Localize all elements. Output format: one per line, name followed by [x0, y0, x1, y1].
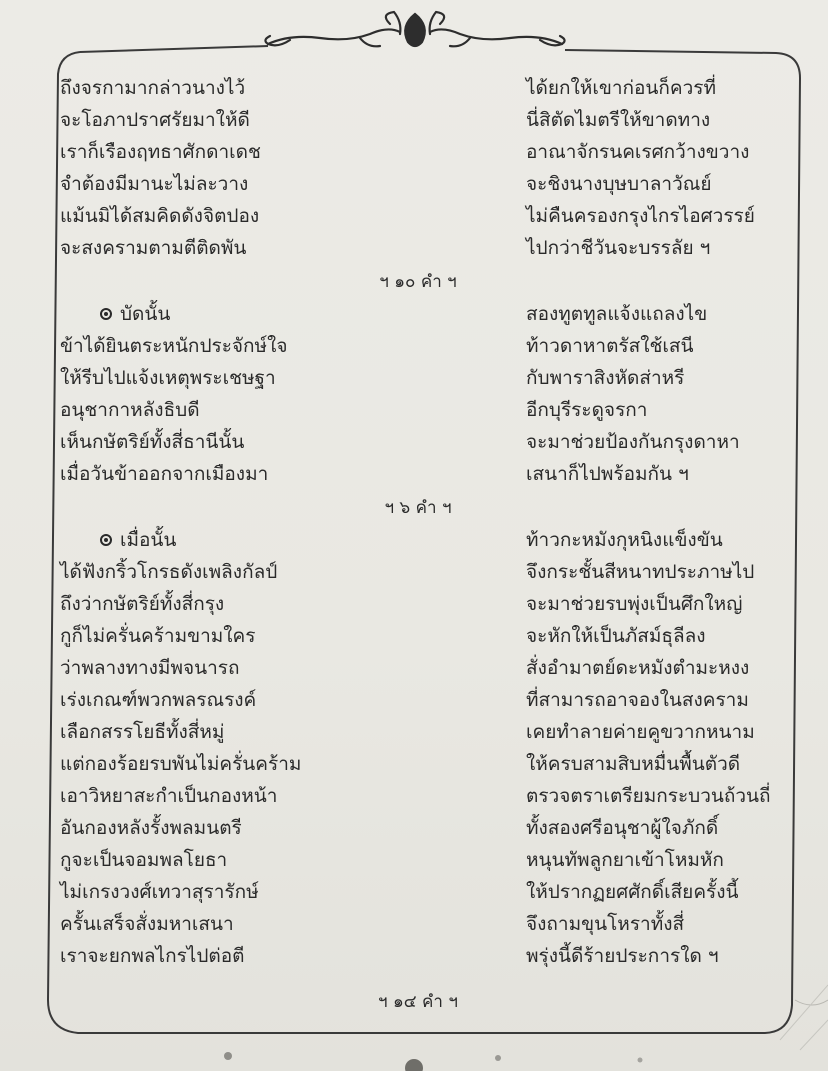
verse-line: [60, 684, 776, 716]
verse-left: ได้ฟังกริ้วโกรธดังเพลิงกัลป์: [60, 561, 278, 583]
verse-heading-line: [60, 524, 776, 556]
verse-left: จำต้องมีมานะไม่ละวาง: [60, 173, 249, 195]
stanza-count: ฯ ๑๐ คำ ฯ: [379, 272, 457, 292]
heading-text: เมื่อนั้น: [120, 529, 177, 551]
verse-right: จะหักให้เป็นภัสม์ธุลีลง: [526, 625, 706, 647]
verse-line: [60, 812, 776, 844]
verse-line: [60, 620, 776, 652]
bullet-icon: [100, 534, 112, 546]
verse-right: เคยทำลายค่ายคูขวากหนาม: [526, 721, 755, 743]
verse-line: [60, 940, 776, 972]
verse-left: เราจะยกพลไกรไปต่อตี: [60, 945, 245, 967]
verse-line: [60, 588, 776, 620]
verse-line: [60, 716, 776, 748]
stanza-count: ฯ ๑๔ คำ ฯ: [378, 992, 458, 1012]
verse-left: ข้าได้ยินตระหนักประจักษ์ใจ: [60, 335, 288, 357]
verse-right: ให้ปรากฏยศศักดิ์เสียครั้งนี้: [526, 881, 739, 903]
verse-line: [60, 748, 776, 780]
verse-left: เห็นกษัตริย์ทั้งสี่ธานีนั้น: [60, 431, 245, 453]
stanza-count: ฯ ๖ คำ ฯ: [384, 498, 452, 518]
bullet-icon: [100, 308, 112, 320]
verse-right: จึงกระชั้นสีหนาทประภาษไป: [526, 561, 755, 583]
verse-line: [60, 232, 776, 264]
verse-right: ทั้งสองศรีอนุชาผู้ใจภักดิ์: [526, 817, 719, 839]
verse-line: [60, 362, 776, 394]
verse-right: จะชิงนางบุษบาลาวัณย์: [526, 173, 712, 195]
verse-heading-line: [60, 298, 776, 330]
verse-line: [60, 394, 776, 426]
verse-left: กูจะเป็นจอมพลโยธา: [60, 849, 228, 871]
verse-left: แม้นมิได้สมคิดดังจิตปอง: [60, 205, 260, 227]
page-bottom-dots: [0, 1040, 828, 1071]
verse-right: จะมาช่วยป้องกันกรุงดาหา: [526, 431, 740, 453]
verse-left: แต่กองร้อยรบพันไม่ครั่นคร้าม: [60, 753, 302, 775]
verse-left: เลือกสรรโยธีทั้งสี่หมู่: [60, 721, 225, 743]
verse-line: [60, 652, 776, 684]
verse-right: เสนาก็ไปพร้อมกัน ฯ: [526, 463, 689, 485]
verse-line: [60, 780, 776, 812]
verse-heading: [100, 298, 170, 330]
ornament-flourish-icon: [250, 4, 580, 56]
verse-line: [60, 426, 776, 458]
verse-left: ครั้นเสร็จสั่งมหาเสนา: [60, 913, 234, 935]
verse-left: ถึงว่ากษัตริย์ทั้งสี่กรุง: [60, 593, 225, 615]
verse-left: ไม่เกรงวงศ์เทวาสุรารักษ์: [60, 881, 259, 903]
verse-right: จึงถามขุนโหราทั้งสี่: [526, 913, 685, 935]
verse-line: [60, 908, 776, 940]
verse-line: [60, 200, 776, 232]
verse-right: ไปกว่าชีวันจะบรรลัย ฯ: [526, 237, 711, 259]
verse-left: เมื่อวันข้าออกจากเมืองมา: [60, 463, 269, 485]
verse-line: [60, 330, 776, 362]
verse-line: [60, 556, 776, 588]
verse-right: ตรวจตราเตรียมกระบวนถ้วนถี่: [526, 785, 771, 807]
verse-line: [60, 104, 776, 136]
verse-left: จะสงครามตามตีติดพัน: [60, 237, 247, 259]
verse-right: สองทูตทูลแจ้งแถลงไข: [526, 303, 708, 325]
verse-right: สั่งอำมาตย์ดะหมังตำมะหงง: [526, 657, 750, 679]
verse-right: กับพาราสิงหัดส่าหรี: [526, 367, 685, 389]
verse-left: จะโอภาปราศรัยมาให้ดี: [60, 109, 250, 131]
verse-line: [60, 136, 776, 168]
verse-left: ถึงจรกามากล่าวนางไว้: [60, 77, 246, 99]
verse-right: ท้าวดาหาตรัสใช้เสนี: [526, 335, 694, 357]
verse-right: ที่สามารถอาจองในสงคราม: [526, 689, 749, 711]
verse-right: จะมาช่วยรบพุ่งเป็นศึกใหญ่: [526, 593, 743, 615]
verse-line: [60, 844, 776, 876]
verse-left: เราก็เรืองฤทธาศักดาเดช: [60, 141, 261, 163]
verse-right: อาณาจักรนคเรศกว้างขวาง: [526, 141, 750, 163]
verse-right: ได้ยกให้เขาก่อนก็ควรที่: [526, 77, 716, 99]
verse-line: [60, 458, 776, 490]
verse-right: หนุนทัพลูกยาเข้าโหมหัก: [526, 849, 724, 871]
verse-left: กูก็ไม่ครั่นคร้ามขามใคร: [60, 625, 256, 647]
verse-left: ว่าพลางทางมีพจนารถ: [60, 657, 240, 679]
verse-left: เอาวิหยาสะกำเป็นกองหน้า: [60, 785, 278, 807]
verse-left: ให้รีบไปแจ้งเหตุพระเชษฐา: [60, 367, 276, 389]
verse-heading: [100, 524, 176, 556]
verse-line: [60, 72, 776, 104]
verse-right: อีกบุรีระดูจรกา: [526, 399, 648, 421]
verse-right: ไม่คืนครองกรุงไกรไอศวรรย์: [526, 205, 755, 227]
heading-text: บัดนั้น: [120, 303, 171, 325]
verse-right: พรุ่งนี้ดีร้ายประการใด ฯ: [526, 945, 719, 967]
verse-right: ให้ครบสามสิบหมื่นพื้นตัวดี: [526, 753, 741, 775]
verse-right: นี่สิตัดไมตรีให้ขาดทาง: [526, 109, 711, 131]
verse-left: อันกองหลังรั้งพลมนตรี: [60, 817, 242, 839]
verse-line: [60, 876, 776, 908]
verse-left: อนุชากาหลังธิบดี: [60, 399, 200, 421]
verse-left: เร่งเกณฑ์พวกพลรณรงค์: [60, 689, 257, 711]
verse-right: ท้าวกะหมังกุหนิงแข็งขัน: [526, 529, 723, 551]
verse-line: [60, 168, 776, 200]
